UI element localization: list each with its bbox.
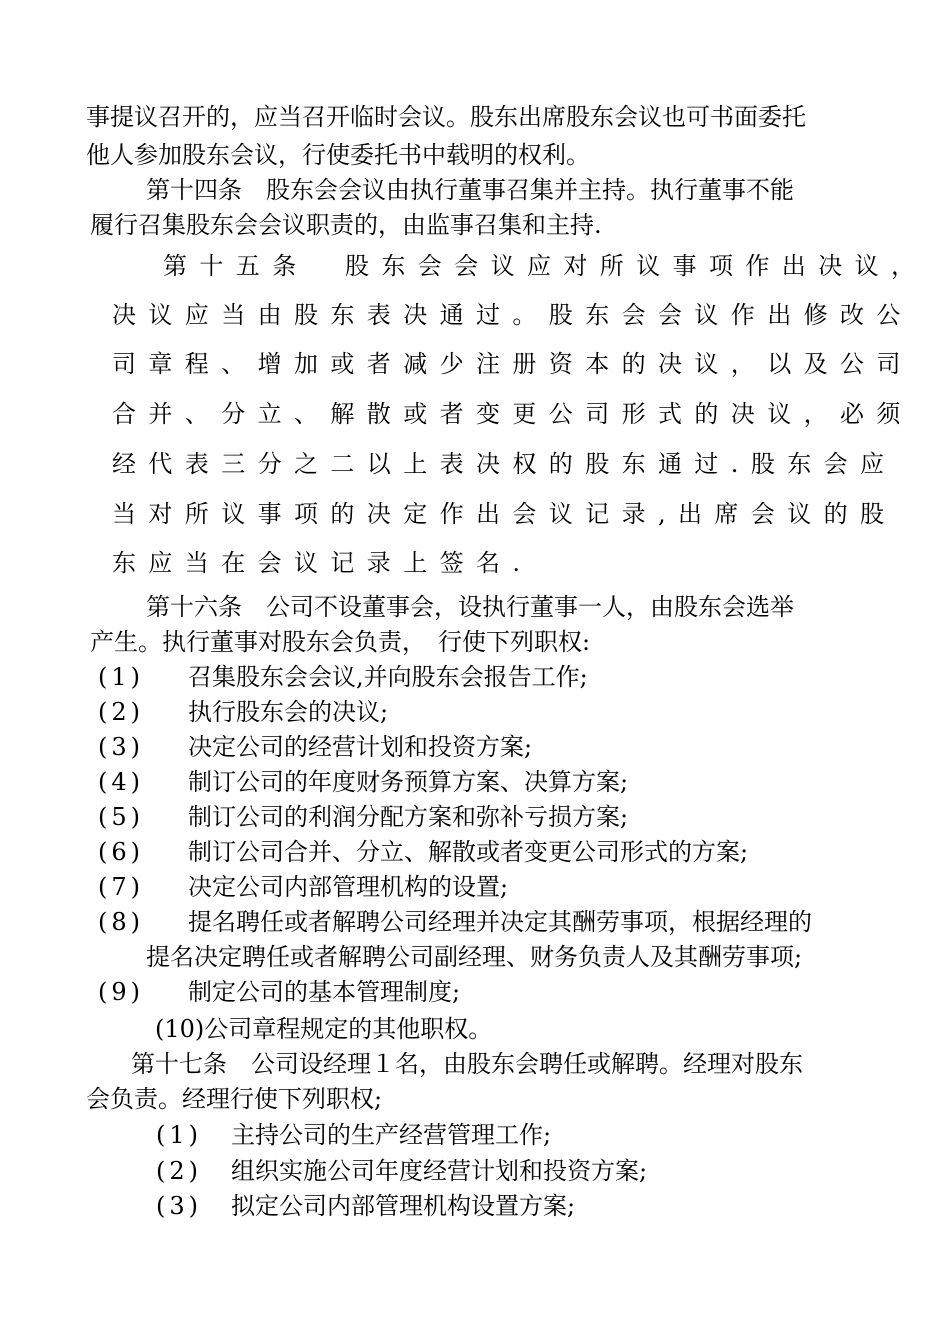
list-item-text: 制订公司合并、分立、解散或者变更公司形式的方案; (188, 838, 749, 866)
list-item-number: (1) (156, 1121, 202, 1149)
text-line: 决议应当由股东表决通过。股东会会议作出修改公 (112, 301, 913, 329)
text-line: 东应当在会议记录上签名. (112, 549, 533, 577)
list-item (98, 975, 460, 1009)
list-item-text: 主持公司的生产经营管理工作; (231, 1121, 552, 1149)
list-item (156, 1154, 647, 1188)
list-item-text: 提名聘任或者解聘公司经理并决定其酬劳事项，根据经理的 (188, 908, 812, 936)
text-line: 当对所议事项的决定作出会议记录,出席会议的股 (112, 500, 897, 528)
list-item (98, 730, 532, 764)
list-item (98, 660, 588, 694)
article-15-heading: 第十五条 股东会会议应对所议事项作出决议， (163, 252, 928, 280)
list-item-text: 制订公司的年度财务预算方案、决算方案; (188, 768, 629, 796)
list-item-number: (6) (98, 838, 144, 866)
list-item-text: 决定公司内部管理机构的设置; (188, 873, 509, 901)
list-item-number: (5) (98, 803, 144, 831)
list-item-text: 召集股东会会议,并向股东会报告工作; (188, 663, 588, 691)
text-line: 会负责。经理行使下列职权; (86, 1085, 383, 1113)
list-item (156, 1189, 575, 1223)
list-item (98, 835, 748, 869)
list-item-text: 制订公司的利润分配方案和弥补亏损方案; (188, 803, 629, 831)
text-line: 产生。执行董事对股东会负责， 行使下列职权: (90, 628, 591, 656)
list-item-number: (1) (98, 663, 144, 691)
article-17-heading: 第十七条 公司设经理１名，由股东会聘任或解聘。经理对股东 (131, 1050, 803, 1078)
list-item (98, 765, 628, 799)
list-item: (10)公司章程规定的其他职权。 (155, 1015, 493, 1043)
list-item-text: 执行股东会的决议; (188, 698, 389, 726)
list-item-text: 组织实施公司年度经营计划和投资方案; (231, 1157, 648, 1185)
list-item-number: (7) (98, 873, 144, 901)
list-item-continuation: 提名决定聘任或者解聘公司副经理、财务负责人及其酬劳事项; (146, 943, 803, 971)
text-line: 他人参加股东会议，行使委托书中载明的权利。 (86, 141, 590, 169)
text-line: 经代表三分之二以上表决权的股东通过.股东会应 (112, 450, 897, 478)
list-item-number: (3) (156, 1192, 202, 1220)
list-item-text: 拟定公司内部管理机构设置方案; (231, 1192, 576, 1220)
article-16-heading: 第十六条 公司不设董事会，设执行董事一人，由股东会选举 (146, 593, 794, 621)
text-line: 履行召集股东会会议职责的，由监事召集和主持. (90, 211, 602, 239)
list-item (98, 800, 628, 834)
list-item-number: (3) (98, 733, 144, 761)
list-item-number: (4) (98, 768, 144, 796)
list-item-number: (8) (98, 908, 144, 936)
list-item-number: (9) (98, 978, 144, 1006)
text-line: 事提议召开的，应当召开临时会议。股东出席股东会议也可书面委托 (86, 103, 806, 131)
article-14-heading: 第十四条 股东会会议由执行董事召集并主持。执行董事不能 (146, 176, 794, 204)
text-line: 合并、分立、解散或者变更公司形式的决议，必须 (112, 400, 913, 428)
text-line: 司章程、增加或者减少注册资本的决议，以及公司 (112, 350, 913, 378)
list-item (156, 1118, 551, 1152)
list-item (98, 870, 508, 904)
list-item (98, 905, 812, 939)
list-item-number: (2) (98, 698, 144, 726)
list-item-number: (2) (156, 1157, 202, 1185)
list-item-text: 制定公司的基本管理制度; (188, 978, 461, 1006)
list-item (98, 695, 388, 729)
list-item-text: 决定公司的经营计划和投资方案; (188, 733, 533, 761)
